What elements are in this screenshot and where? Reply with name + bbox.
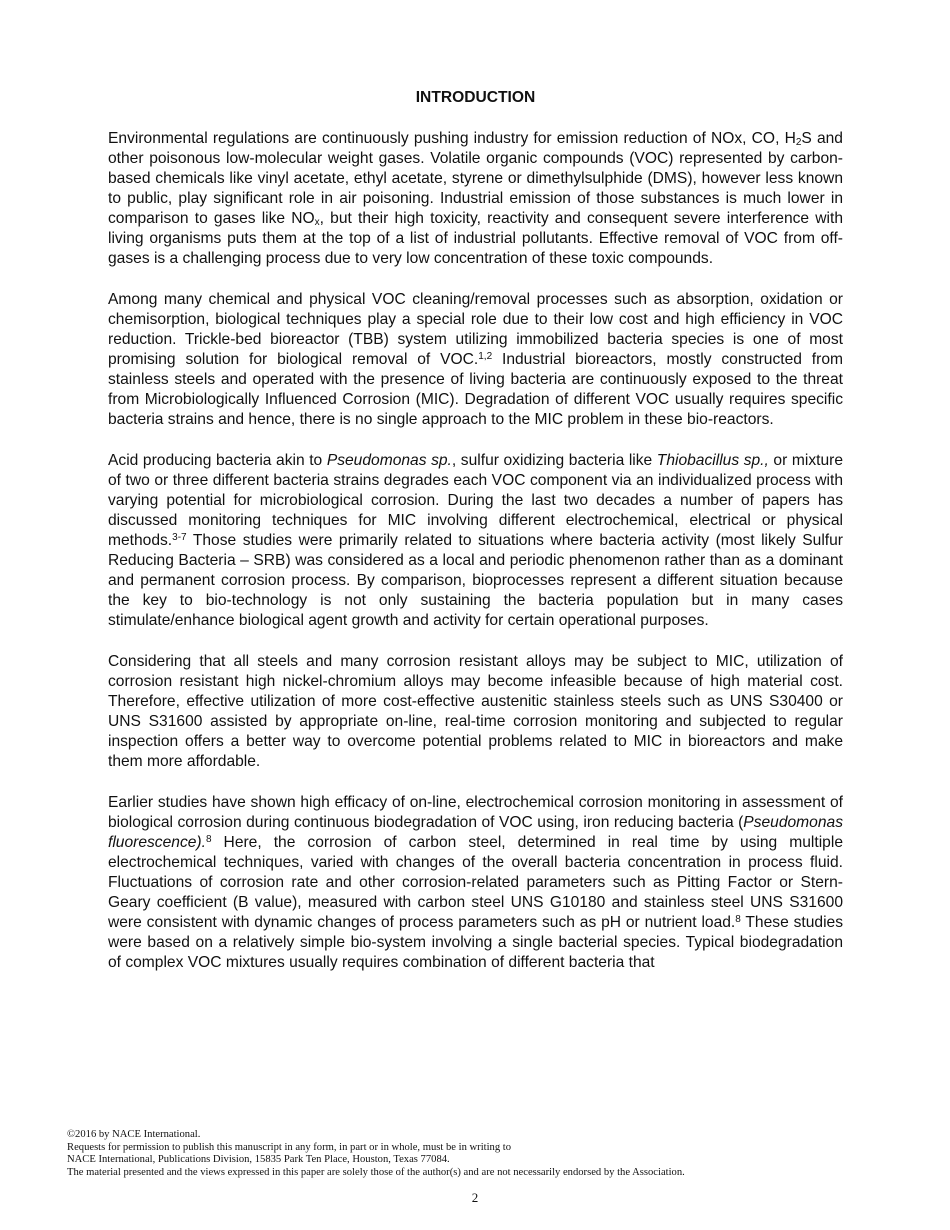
p1-text-a: Environmental regulations are continuously pushing industry for emission reduction of NOx, CO, H: [108, 130, 796, 147]
page-body: [108, 88, 843, 994]
p5-text-a: Earlier studies have shown high efficacy of on-line, electrochemical corrosion monitoring in assessment of biological corrosion during continuous biodegradation of VOC using, iron reducing bacteria (: [108, 794, 843, 831]
footer-copyright: ©2016 by NACE International.: [67, 1129, 201, 1140]
paragraph-2: [108, 290, 843, 430]
p3-species-1: Pseudomonas sp.: [326, 452, 452, 469]
footer-permission: Requests for permission to publish this manuscript in any form, in part or in whole, must be in writing to: [67, 1141, 512, 1153]
p2-citation-1: 1,2: [478, 351, 493, 362]
p2-text-a: Among many chemical and physical VOC cleaning/removal processes such as absorption, oxidation or chemisorption, biological techniques play a special role due to their low cost and high efficiency in VOC reduction. Trickle-bed bioreactor (TBB) system utilizing immobilized bacteria species is one of most promising solution for biological removal of VOC.: [108, 291, 843, 368]
p1-text-b: S and other poisonous low-molecular weight gases. Volatile organic compounds (VOC) represented by carbon-based chemicals like vinyl acetate, ethyl acetate, styrene or dimethylsulphide (DMS), however less known to public, play significant role in air poisoning. Industrial emission of those substances is much lower in comparison to gases like NO: [108, 130, 843, 227]
p1-text-c: , but their high toxicity, reactivity and consequent severe interference with living organisms puts them at the top of a list of industrial pollutants. Effective removal of VOC from off-gases is a challenging process due to very low concentration of these toxic compounds.: [108, 210, 843, 267]
paragraph-4: [108, 652, 843, 772]
p3-text-c: or mixture of two or three different bacteria strains degrades each VOC component via an individualized process with varying potential for microbiological corrosion. During the last two decades a number of papers has discussed monitoring techniques for MIC involving different electrochemical, electrical or physical methods.: [108, 452, 844, 549]
p3-text-d: Those studies were primarily related to situations where bacteria activity (most likely Sulfur Reducing Bacteria – SRB) was considered as a local and periodic phenomenon rather than as a dominant and permanent corrosion process. By comparison, bioprocesses represent a different situation because the key to bio-technology is not only sustaining the bacteria population but in many cases stimulate/enhance biological agent growth and activity for certain operational purposes.: [108, 532, 843, 629]
copyright-footer: [67, 1129, 887, 1179]
p5-text-b: Here, the corrosion of carbon steel, determined in real time by using multiple electrochemical techniques, varied with changes of the overall bacteria concentration in process fluid. Fluctuations of corrosion rate and other corrosion-related parameters such as Pitting Factor or Stern-Geary coefficient (B value), measured with carbon steel UNS G10180 and stainless steel UNS S31600 were consistent with dynamic changes of process parameters such as pH or nutrient load.: [108, 834, 843, 931]
footer-disclaimer: The material presented and the views expressed in this paper are solely those of the author(s) and are not necessarily endorsed by the Association.: [67, 1166, 685, 1178]
p3-species-2: Thiobacillus sp.,: [656, 452, 769, 469]
p1-subscript-1: 2: [795, 137, 802, 148]
p1-subscript-2: x: [314, 217, 320, 228]
p3-text-a: Acid producing bacteria akin to: [108, 452, 327, 469]
section-heading: INTRODUCTION: [415, 89, 536, 106]
p2-text-b: Industrial bioreactors, mostly constructed from stainless steels and operated with the presence of living bacteria are continuously exposed to the threat from Microbiologically Influenced Corrosion (MIC). Degradation of different VOC usually requires specific bacteria strains and hence, there is no single approach to the MIC problem in these bio-reactors.: [108, 351, 843, 428]
p4-text-a: Considering that all steels and many corrosion resistant alloys may be subject to MIC, utilization of corrosion resistant high nickel-chromium alloys may become infeasible because of high material cost. Therefore, effective utilization of more cost-effective austenitic stainless steels such as UNS S30400 or UNS S31600 assisted by appropriate on-line, real-time corrosion monitoring and subjected to regular inspection offers a better way to overcome potential problems related to MIC in bioreactors and make them more affordable.: [108, 653, 843, 770]
p5-text-c: These studies were based on a relatively simple bio-system involving a single bacterial species. Typical biodegradation of complex VOC mixtures usually requires combination of different bacteria that: [108, 914, 844, 971]
paragraph-1: [108, 129, 843, 269]
paragraph-3: [108, 451, 843, 631]
paragraph-5: [108, 793, 843, 973]
p3-text-b: , sulfur oxidizing bacteria like: [451, 452, 657, 469]
p3-citation-1: 3-7: [172, 532, 187, 543]
page-number: 2: [471, 1190, 479, 1205]
p5-citation-1: 8: [205, 834, 212, 845]
footer-address: NACE International, Publications Division, 15835 Park Ten Place, Houston, Texas 77084.: [67, 1154, 450, 1165]
p5-species-1: Pseudomonas fluorescence).: [108, 814, 843, 851]
p5-citation-2: 8: [735, 914, 741, 925]
